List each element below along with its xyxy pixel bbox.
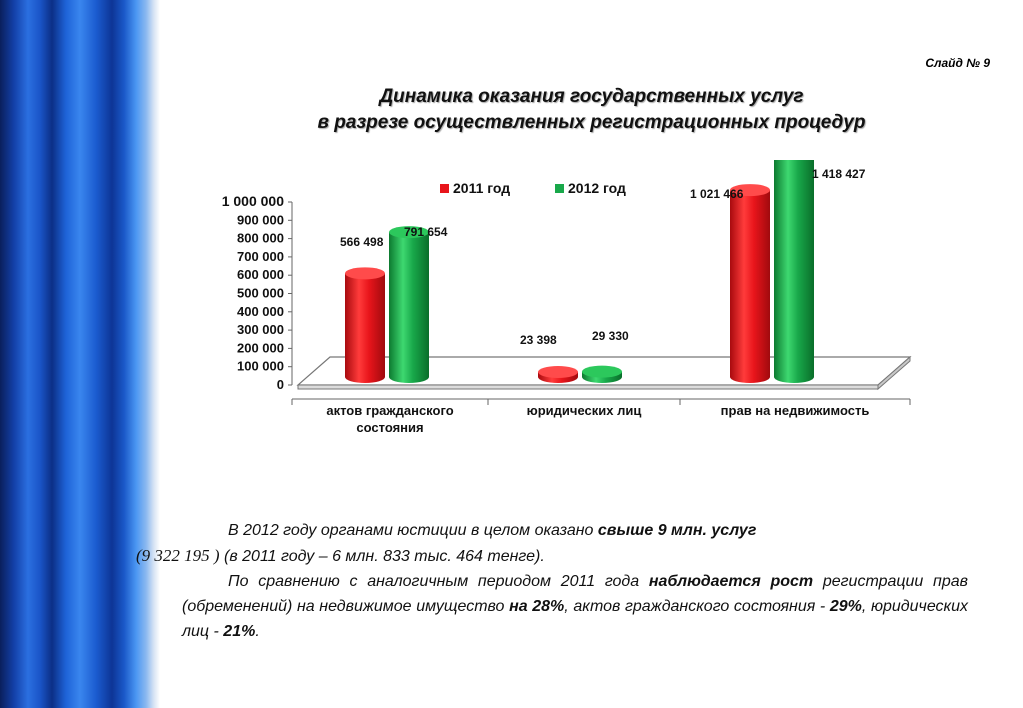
page-title-line-2: в разрезе осуществленных регистрационных процедур [317, 112, 866, 133]
y-tick-label: 1 000 000 [221, 193, 284, 209]
p1-bold-services: свыше 9 млн. услуг [597, 522, 757, 539]
x-category-label: состояния [356, 420, 424, 435]
x-category-label: прав на недвижимость [720, 403, 870, 418]
summary-text [136, 518, 968, 644]
floor-front [298, 385, 878, 389]
p2-bold-29: 29% [829, 598, 862, 615]
y-axis [222, 193, 292, 392]
bar-body [389, 232, 429, 383]
y-tick-label: 400 000 [237, 303, 284, 319]
data-label: 23 398 [520, 333, 557, 347]
p2-bold-growth: наблюдается рост [648, 573, 814, 590]
x-category-label: юридических лиц [526, 403, 642, 418]
y-tick-label: 600 000 [237, 267, 284, 283]
data-label: 1 021 466 [690, 187, 744, 201]
p2-text-i: . [255, 623, 260, 640]
bar-body [345, 273, 385, 383]
data-label: 29 330 [592, 329, 629, 343]
summary-paragraph-1 [136, 518, 968, 569]
y-tick-label: 900 000 [237, 212, 284, 228]
bar-2011 [345, 267, 385, 383]
x-axis [292, 399, 910, 435]
legend-label: 2012 год [568, 180, 626, 196]
p2-text-g: , юридических лиц - [182, 598, 968, 640]
legend-label: 2011 год [453, 180, 511, 196]
p1-text-d: (в 2011 году – 6 млн. 833 тыс. 464 тенге). [219, 548, 545, 565]
bar-top [345, 267, 385, 279]
y-tick-label: 300 000 [237, 322, 284, 338]
bar-top [582, 366, 622, 378]
bar-2011 [730, 184, 770, 383]
p2-text-e: , актов гражданского состояния - [564, 598, 830, 615]
page-title-line-1: Динамика оказания государственных услуг [379, 86, 804, 107]
p1-text-a: В 2012 году органами юстиции в целом оказано [228, 522, 598, 539]
data-label: 791 654 [404, 225, 448, 239]
y-tick-label: 200 000 [237, 340, 284, 356]
y-tick-label: 100 000 [237, 358, 284, 374]
data-label: 1 418 427 [812, 167, 866, 181]
p2-text-c: регистрации прав (обременений) на недвижимое имущество [182, 573, 968, 615]
data-label: 566 498 [340, 235, 384, 249]
p1-total-number: (9 322 195 ) [136, 546, 220, 565]
x-category-label: актов гражданского [326, 403, 454, 418]
p2-bold-28: на 28% [509, 598, 565, 615]
bar-top [538, 366, 578, 378]
p2-bold-21: 21% [223, 623, 256, 640]
decorative-side-band [0, 0, 160, 708]
bar-body [774, 160, 814, 383]
y-tick-label: 0 [276, 377, 284, 392]
bar-2011 [538, 366, 578, 383]
slide-number: Слайд № 9 [925, 56, 990, 70]
bar-2012 [582, 366, 622, 383]
y-tick-label: 700 000 [237, 248, 284, 264]
y-tick-label: 800 000 [237, 230, 284, 246]
bar-body [730, 190, 770, 383]
summary-paragraph-2 [182, 569, 968, 644]
p2-text-a: По сравнению с аналогичным периодом 2011 года [228, 573, 649, 590]
y-tick-label: 500 000 [237, 285, 284, 301]
legend-swatch [555, 184, 564, 193]
bar-chart [190, 160, 930, 445]
bar-2012 [389, 226, 429, 383]
legend-swatch [440, 184, 449, 193]
chart-legend [440, 180, 626, 196]
bar-2012 [774, 160, 814, 383]
